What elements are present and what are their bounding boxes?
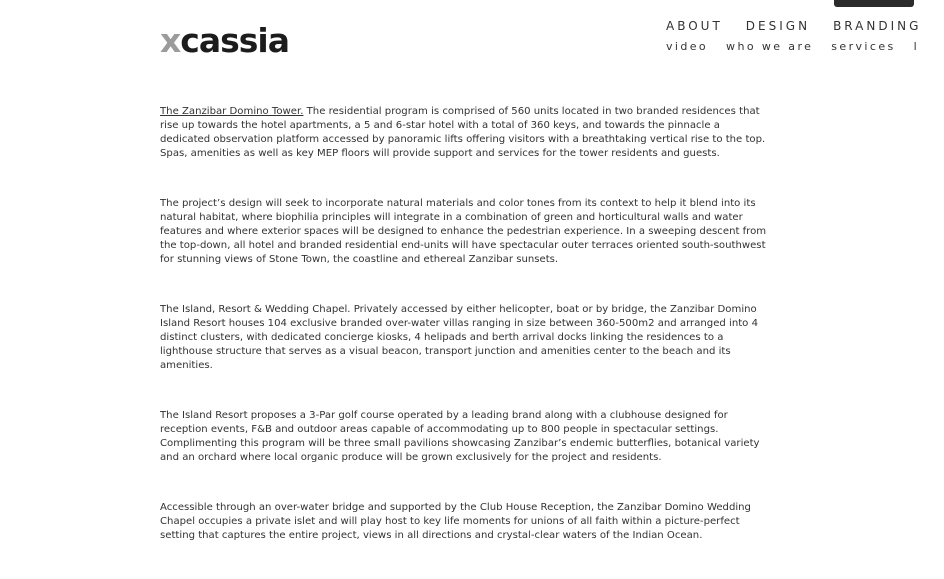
- logo-prefix: x: [160, 21, 181, 60]
- paragraph-island-resort: The Island, Resort & Wedding Chapel. Privately accessed by either helicopter, boat or by bridge, the Zanzibar Domino Island Resort houses 104 exclusive branded over-water villas ranging in size between 360-500m2 and arranged into 4 distinct clusters, with dedicated concierge kiosks, 4 helipads and berth arrival docks linking the residences to a lighthouse structure that serves as a visual beacon, transport junction and amenities center to the beach and its amenities.: [160, 304, 758, 371]
- xcassia-logo[interactable]: [160, 21, 289, 61]
- paragraph-wedding-chapel: Accessible through an over-water bridge and supported by the Club House Reception, the Zanzibar Domino Wedding Chapel occupies a private islet and will play host to key life moments for unions of all faith within a picture-perfect setting that captures the entire project, views in all directions and crystal-clear waters of the Indian Ocean.: [160, 502, 751, 541]
- nav-design[interactable]: DESIGN: [745, 19, 811, 33]
- tower-link[interactable]: The Zanzibar Domino Tower.: [160, 106, 304, 117]
- nav-who-we-are[interactable]: who we are: [726, 40, 814, 53]
- nav-secondary: [666, 40, 944, 54]
- corner-tab[interactable]: [834, 0, 914, 7]
- paragraph-design: The project’s design will seek to incorporate natural materials and color tones from its context to help it blend into its natural habitat, where biophilia principles will integrate in a combination of green and horticultural walls and water features and where exterior spaces will be designed to enhance the pedestrian experience. In a sweeping descent from the top-down, all hotel and branded residential end-units will have spectacular outer terraces oriented south-southwest for stunning views of Stone Town, the coastline and ethereal Zanzibar sunsets.: [160, 198, 767, 265]
- article-body: [160, 105, 772, 579]
- nav-about[interactable]: ABOUT: [666, 19, 723, 33]
- nav-video[interactable]: video: [666, 40, 709, 53]
- paragraph-tower-text: The residential program is comprised of 560 units located in two branded residences that rise up towards the hotel apartments, a 5 and 6-star hotel with a total of 360 keys, and towards the pinnacle a dedicated observation platform accessed by panoramic lifts offering visitors with a breathtaking vertical rise to the top. Spas, amenities as well as key MEP floors will provide support and services for the tower residents and guests.: [160, 106, 766, 159]
- nav-branding[interactable]: BRANDING: [833, 19, 922, 33]
- logo-wordmark: cassia: [180, 21, 289, 60]
- nav-services[interactable]: services: [831, 40, 896, 53]
- main-navigation: [666, 18, 944, 54]
- paragraph-golf-course: The Island Resort proposes a 3-Par golf course operated by a leading brand along with a clubhouse designed for reception events, F&B and outdoor areas capable of accommodating up to 800 people in spectacular settings. Complimenting this program will be three small pavilions showcasing Zanzibar’s endemic butterflies, botanical variety and an orchard where local organic produce will be grown exclusively for the project and residents.: [160, 410, 760, 463]
- nav-primary: [666, 18, 944, 34]
- nav-truncated-item[interactable]: l: [913, 40, 920, 53]
- paragraph-tower: [160, 105, 772, 161]
